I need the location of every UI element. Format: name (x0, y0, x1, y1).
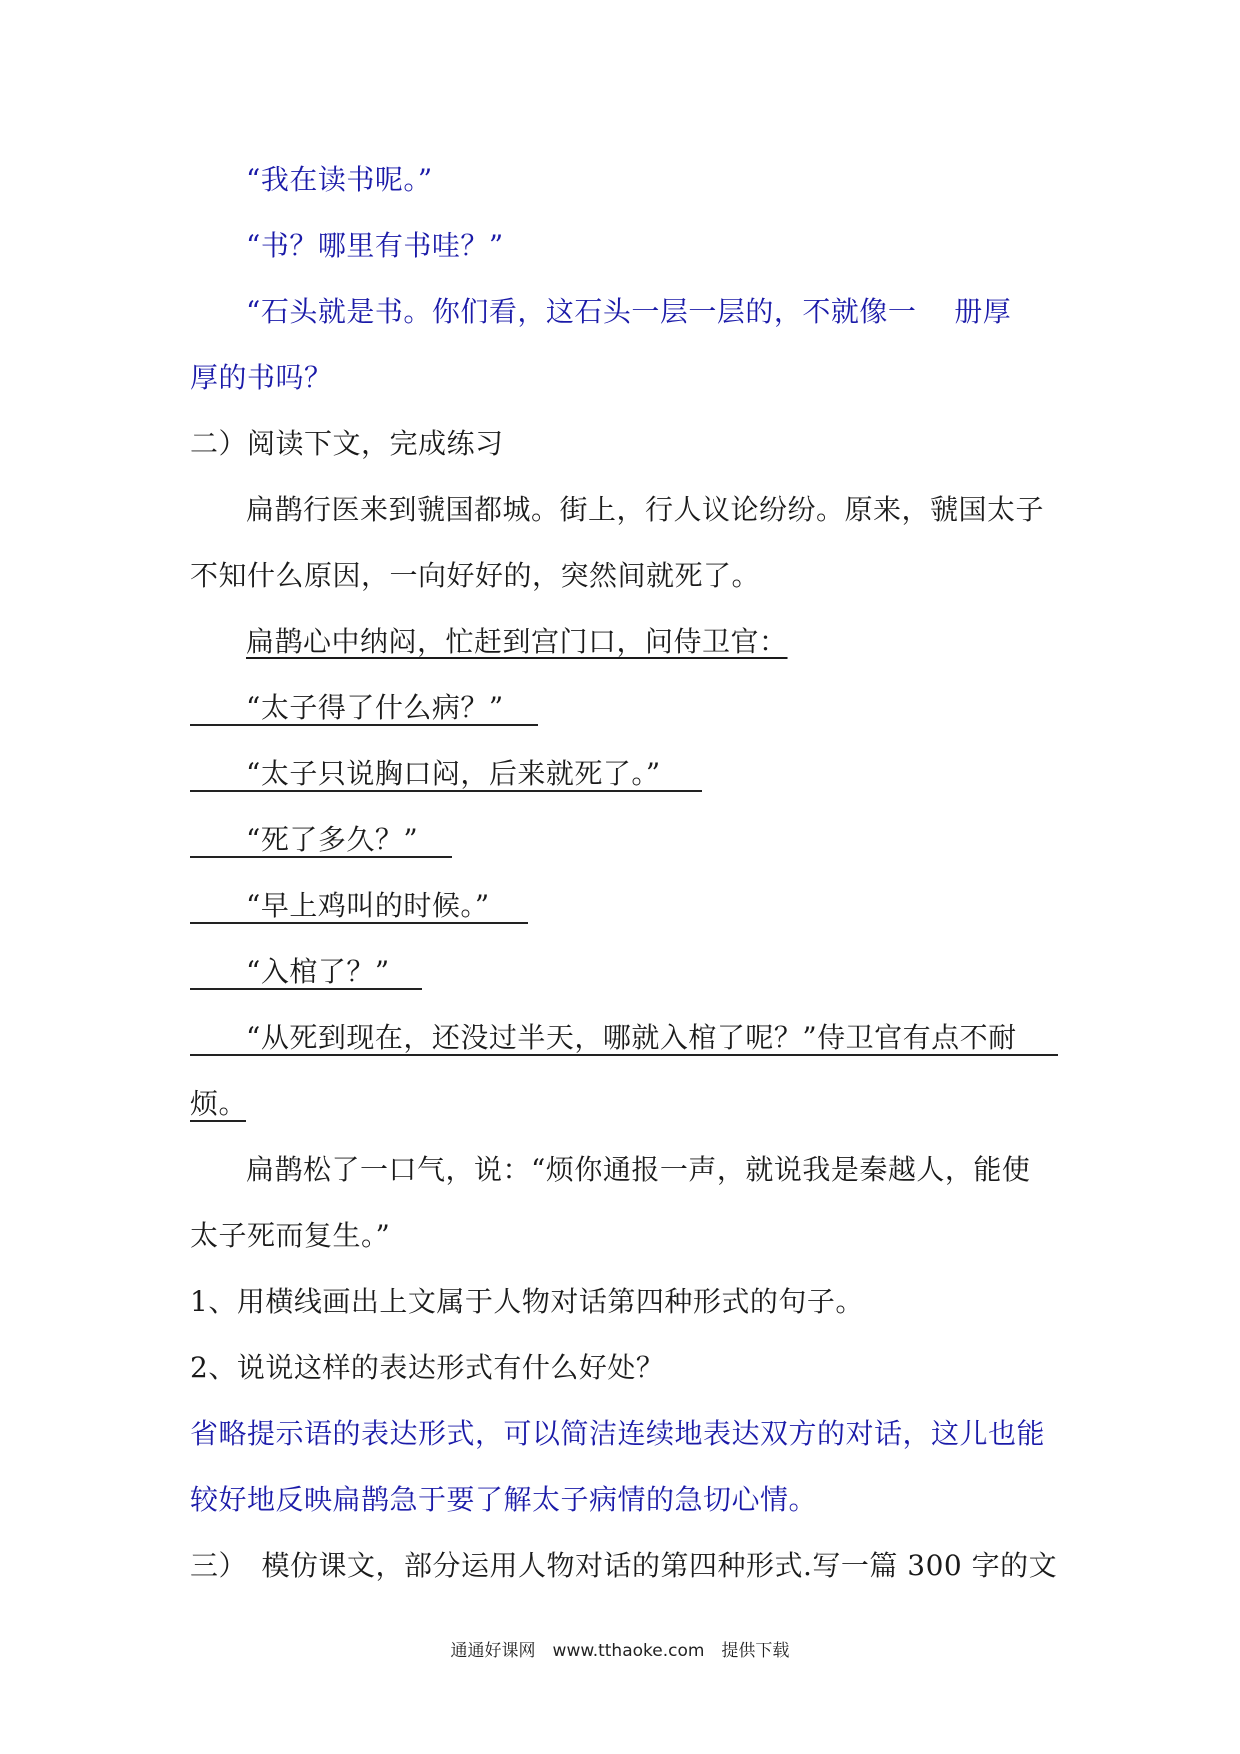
underlined-dialogue-line-continuation: 烦。 (190, 1087, 248, 1120)
page-footer: 通通好课网 www.tthaoke.com 提供下载 (450, 1641, 790, 1661)
answer-line: 省略提示语的表达形式，可以简洁连续地表达双方的对话，这儿也能 (190, 1417, 1046, 1450)
paragraph-line: 太子死而复生。” (190, 1219, 391, 1252)
underline (190, 856, 452, 858)
paragraph-line: 扁鹊松了一口气，说：“烦你通报一声，就说我是秦越人，能使 (246, 1153, 1031, 1186)
underlined-dialogue-line: “太子只说胸口闷，后来就死了。” (246, 757, 661, 790)
underlined-paragraph-line: 扁鹊心中纳闷，忙赶到宫门口，问侍卫官： (246, 625, 788, 658)
paragraph-line: 扁鹊行医来到虢国都城。街上，行人议论纷纷。原来，虢国太子 (246, 493, 1045, 526)
paragraph-line: 不知什么原因，一向好好的，突然间就死了。 (190, 559, 761, 592)
underline (190, 724, 538, 726)
underline (190, 922, 528, 924)
dialogue-line: “书？哪里有书哇？” (246, 229, 504, 262)
underlined-dialogue-line: “从死到现在，还没过半天，哪就入棺了呢？”侍卫官有点不耐 (246, 1021, 1017, 1054)
underline (190, 1120, 246, 1122)
underlined-dialogue-line: “太子得了什么病？” (246, 691, 504, 724)
underlined-dialogue-line: “入棺了？” (246, 955, 390, 988)
underline (190, 790, 702, 792)
dialogue-line: “石头就是书。你们看，这石头一层一层的，不就像一 册厚 (246, 295, 1012, 328)
underlined-dialogue-line: “死了多久？” (246, 823, 419, 856)
section-heading: 三） 模仿课文，部分运用人物对话的第四种形式.写一篇 300 字的文 (190, 1549, 1058, 1582)
question-1: 1、用横线画出上文属于人物对话第四种形式的句子。 (190, 1285, 864, 1318)
underline (190, 988, 422, 990)
dialogue-line-continuation: 厚的书吗？ (190, 361, 333, 394)
underlined-dialogue-line: “早上鸡叫的时候。” (246, 889, 490, 922)
underline (190, 1054, 1058, 1056)
section-heading: 二）阅读下文，完成练习 (190, 427, 504, 460)
answer-line: 较好地反映扁鹊急于要了解太子病情的急切心情。 (190, 1483, 818, 1516)
question-2: 2、说说这样的表达形式有什么好处？ (190, 1351, 665, 1384)
dialogue-line: “我在读书呢。” (246, 163, 433, 196)
